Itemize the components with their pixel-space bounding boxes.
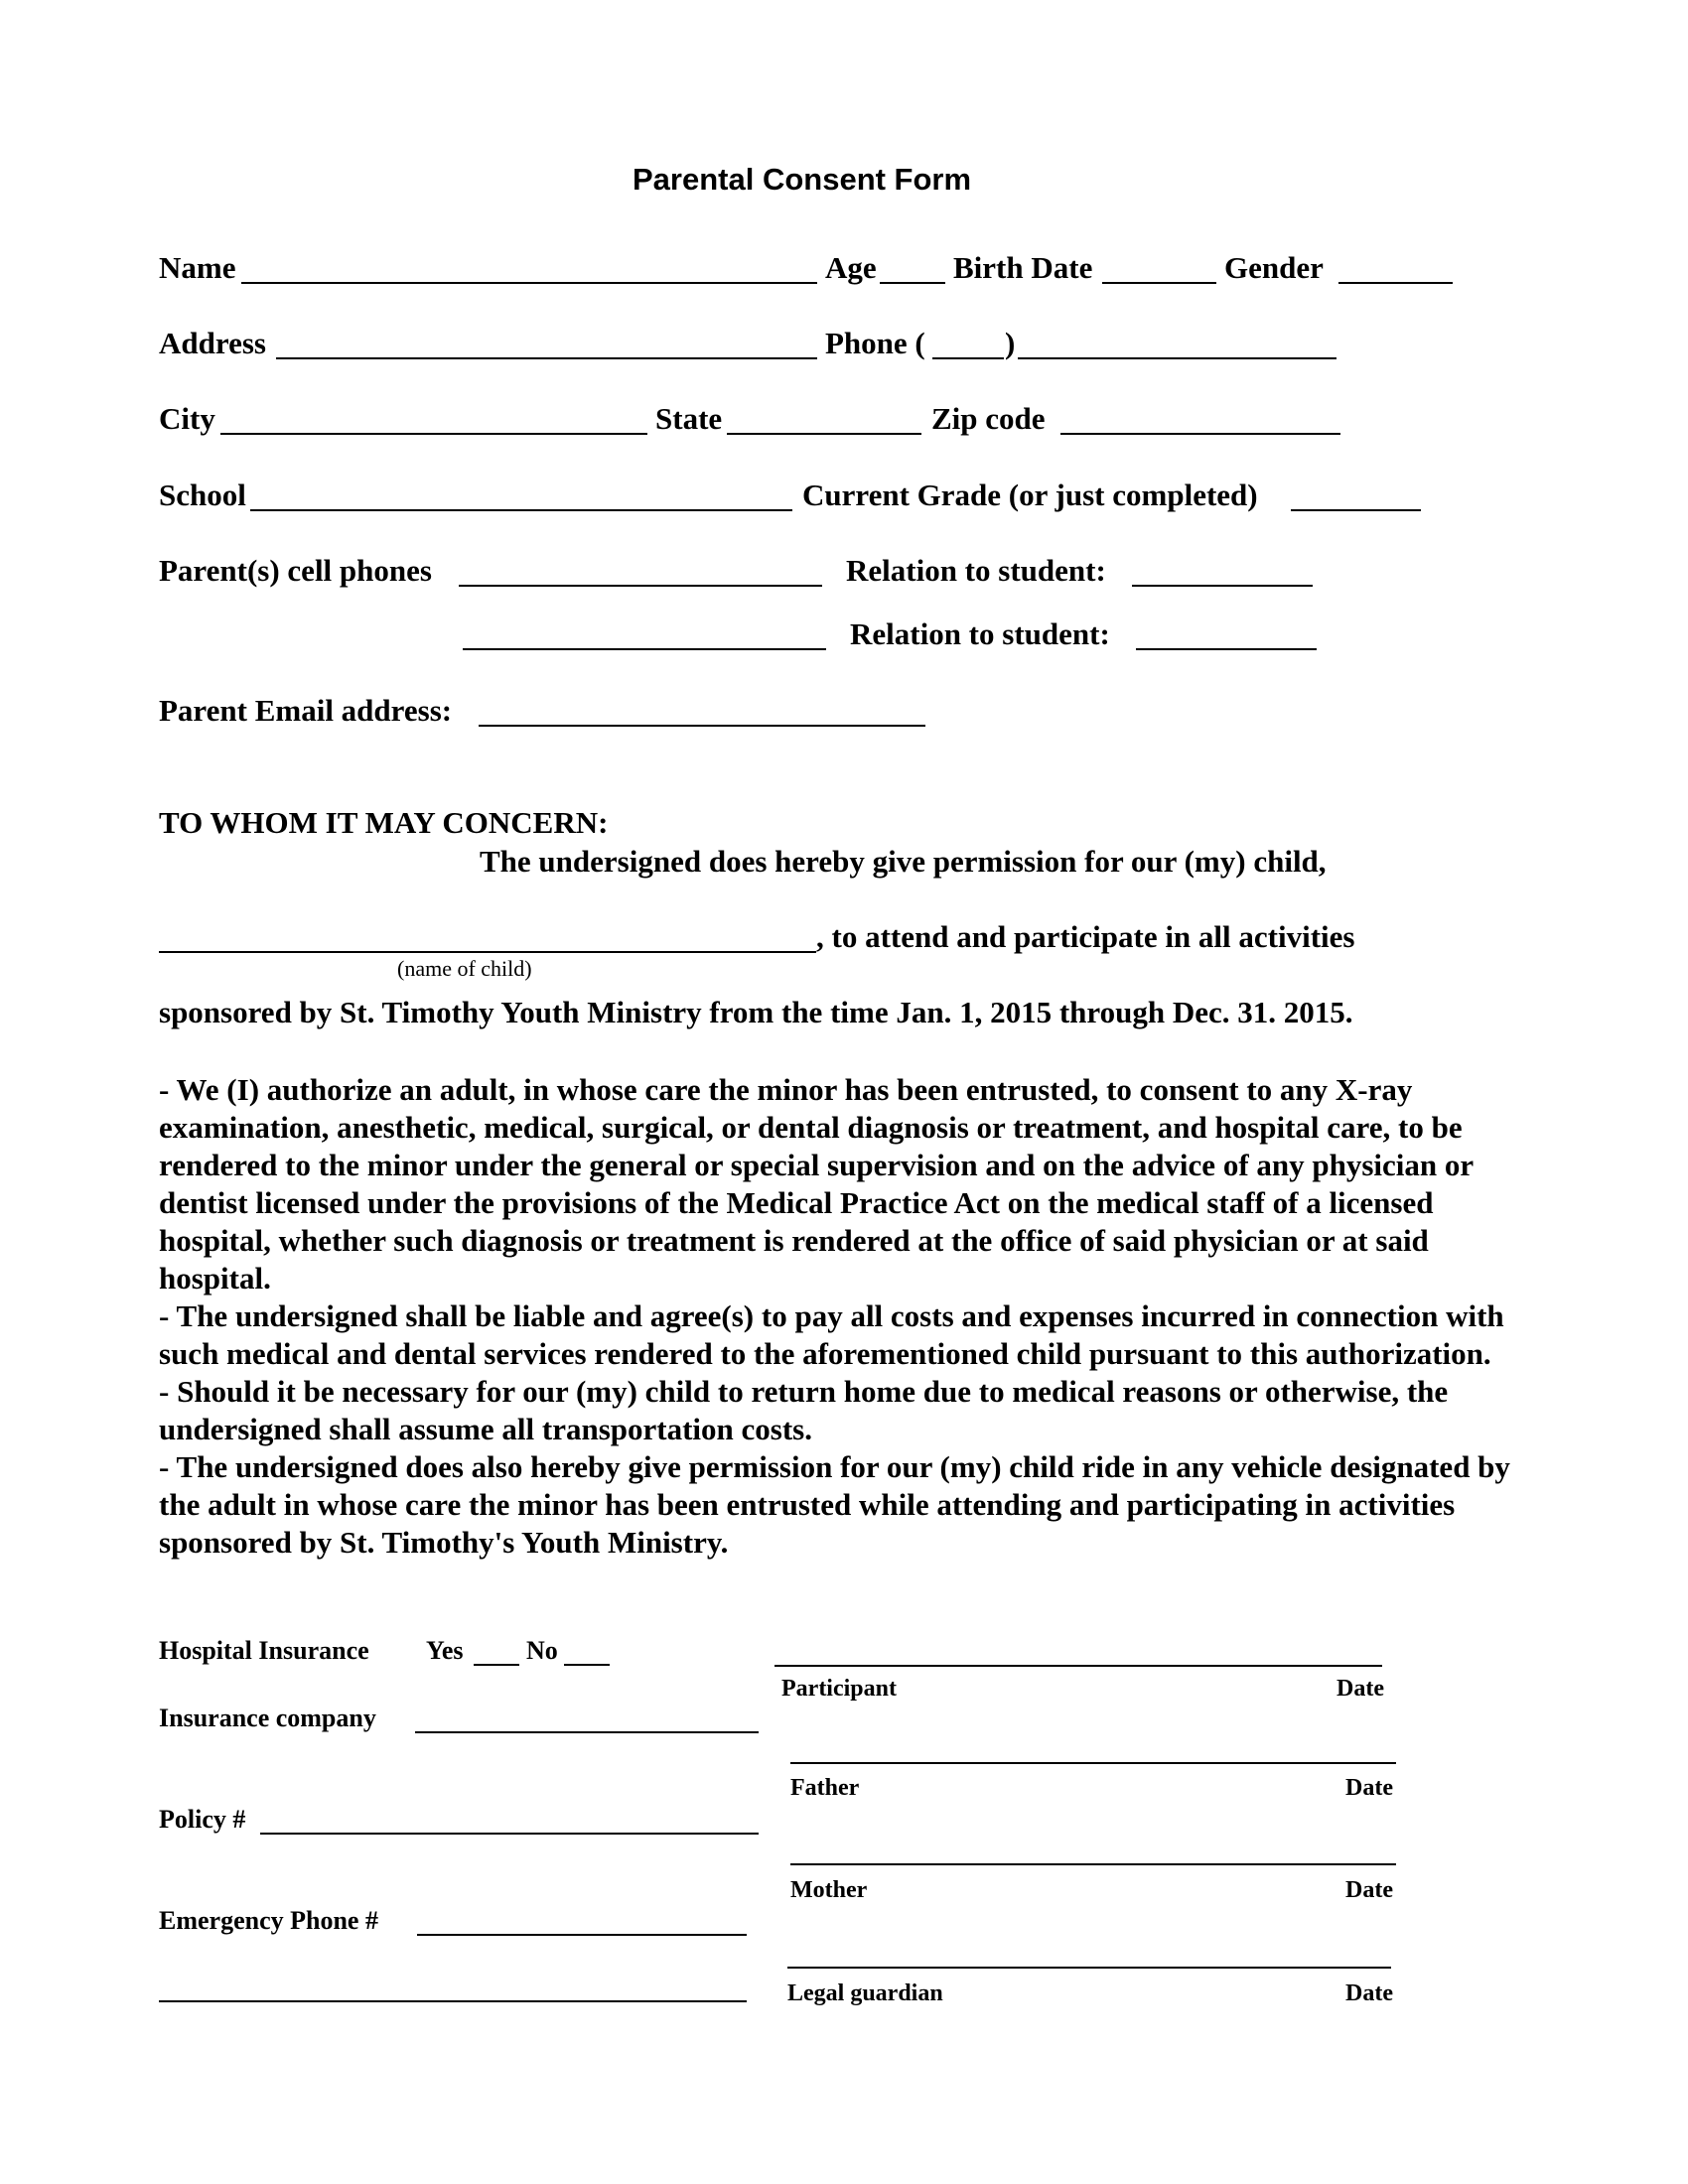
phone-field[interactable] — [1018, 357, 1336, 359]
relation-label-2: Relation to student: — [850, 616, 1110, 651]
insurance-company-field[interactable] — [415, 1731, 759, 1733]
clause-transportation: - Should it be necessary for our (my) child to return home due to medical reasons or otherwise, the undersigned shall assume all transportation costs. — [159, 1374, 1449, 1446]
age-label: Age — [825, 250, 877, 285]
guardian-signature-line[interactable] — [787, 1967, 1391, 1969]
parent-cell-field-1[interactable] — [459, 585, 822, 587]
gender-field[interactable] — [1338, 282, 1453, 284]
grade-label: Current Grade (or just completed) — [802, 478, 1258, 512]
insurance-no-field[interactable] — [564, 1664, 610, 1666]
participant-date-label: Date — [1336, 1676, 1384, 1702]
grade-field[interactable] — [1291, 509, 1421, 511]
parent-cell-field-2[interactable] — [463, 648, 826, 650]
zip-field[interactable] — [1060, 433, 1340, 435]
policy-label: Policy # — [159, 1805, 246, 1834]
zip-label: Zip code — [931, 401, 1046, 436]
insurance-yes-field[interactable] — [474, 1664, 519, 1666]
blank-signature-line[interactable] — [159, 2000, 747, 2002]
participant-label: Participant — [781, 1676, 897, 1702]
father-date-label: Date — [1345, 1775, 1393, 1801]
guardian-label: Legal guardian — [787, 1980, 943, 2006]
email-field[interactable] — [479, 725, 925, 727]
insurance-no-label: No — [526, 1636, 558, 1665]
clause-vehicle: - The undersigned does also hereby give permission for our (my) child ride in any vehicle designated by the adult in whose care the minor has been entrusted while attending and participating in activities sponsored by St. Timothy's Youth Ministry. — [159, 1449, 1510, 1560]
father-label: Father — [790, 1775, 860, 1801]
father-signature-line[interactable] — [790, 1762, 1396, 1764]
state-field[interactable] — [727, 433, 921, 435]
birth-date-field[interactable] — [1102, 282, 1216, 284]
child-name-caption: (name of child) — [397, 956, 532, 981]
clause-costs: - The undersigned shall be liable and agree(s) to pay all costs and expenses incurred in connection with such medical and dental services rendered to the aforementioned child pursuant to this authorization. — [159, 1298, 1504, 1371]
participant-signature-line[interactable] — [774, 1665, 1382, 1667]
insurance-company-label: Insurance company — [159, 1704, 376, 1732]
emergency-phone-label: Emergency Phone # — [159, 1906, 378, 1935]
name-label: Name — [159, 250, 236, 285]
birth-date-label: Birth Date — [953, 250, 1093, 285]
state-label: State — [655, 401, 723, 436]
relation-field-1[interactable] — [1132, 585, 1313, 587]
attend-text: , to attend and participate in all activities — [816, 919, 1355, 954]
mother-signature-line[interactable] — [790, 1863, 1396, 1865]
age-field[interactable] — [880, 282, 945, 284]
child-name-field[interactable] — [159, 951, 816, 953]
gender-label: Gender — [1224, 250, 1324, 285]
emergency-phone-field[interactable] — [417, 1934, 747, 1936]
salutation: TO WHOM IT MAY CONCERN: — [159, 805, 609, 840]
guardian-date-label: Date — [1345, 1980, 1393, 2006]
email-label: Parent Email address: — [159, 693, 453, 728]
phone-area-code-field[interactable] — [932, 357, 1004, 359]
name-field[interactable] — [241, 282, 817, 284]
address-label: Address — [159, 326, 266, 360]
school-label: School — [159, 478, 246, 512]
insurance-yes-label: Yes — [426, 1636, 464, 1665]
phone-paren-close: ) — [1005, 326, 1016, 360]
hospital-insurance-label: Hospital Insurance — [159, 1636, 369, 1665]
mother-date-label: Date — [1345, 1877, 1393, 1903]
policy-field[interactable] — [260, 1833, 759, 1835]
school-field[interactable] — [250, 509, 792, 511]
phone-label: Phone ( — [825, 326, 925, 360]
relation-label-1: Relation to student: — [846, 553, 1106, 588]
city-label: City — [159, 401, 215, 436]
clause-medical-consent: - We (I) authorize an adult, in whose care the minor has been entrusted, to consent to any X-ray examination, anesthetic, medical, surgical, or dental diagnosis or treatment, and hospital care, to be rendered to the minor under the general or special supervision and on the advice of any physician or dentist licensed under the provisions of the Medical Practice Act on the medical staff of a licensed hospital, whether such diagnosis or treatment is rendered at the office of said physician or at said hospital. — [159, 1072, 1474, 1296]
permission-intro: The undersigned does hereby give permission for our (my) child, — [480, 844, 1327, 879]
parent-cell-label: Parent(s) cell phones — [159, 553, 432, 588]
sponsored-text: sponsored by St. Timothy Youth Ministry from the time Jan. 1, 2015 through Dec. 31. 2015. — [159, 995, 1353, 1029]
page-title: Parental Consent Form — [633, 162, 972, 197]
mother-label: Mother — [790, 1877, 868, 1903]
address-field[interactable] — [276, 357, 817, 359]
relation-field-2[interactable] — [1136, 648, 1317, 650]
city-field[interactable] — [220, 433, 647, 435]
clauses — [159, 1071, 1529, 1562]
